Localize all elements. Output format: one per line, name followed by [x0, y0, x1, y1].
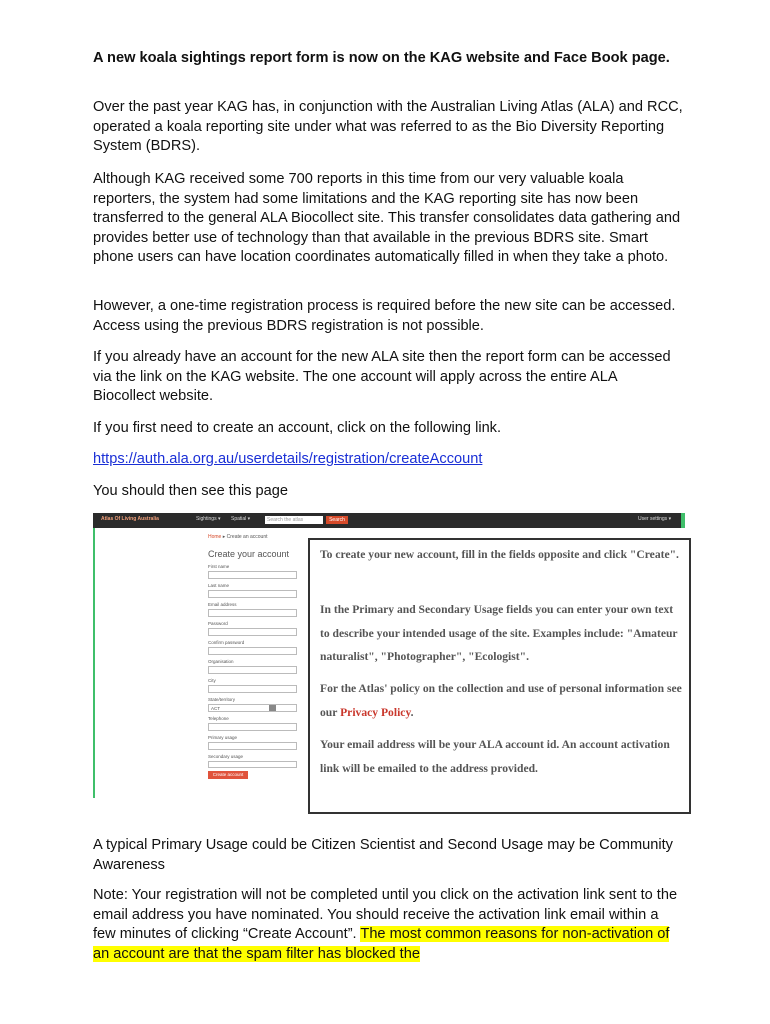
- callout-privacy-text: For the Atlas' policy on the collection and use of personal information see our: [320, 682, 682, 719]
- label-first-name: First name: [208, 564, 230, 569]
- paragraph-existing-account: If you already have an account for the new ALA site then the report form can be accessed via the link on the KAG website. The one account will apply across the entire ALA Biocollect website.: [93, 349, 671, 405]
- paragraph-transfer: Although KAG received some 700 reports in this time from our very valuable koala reporters, the system had some limitations and the KAG reporting site has now been transferred to the general ALA Biocollect site. This transfer consolidates data gathering and provides better use of technology than that available in the previous BDRS site. Smart phone users can have location coordinates automatically filled in when they take a photo.: [93, 171, 681, 266]
- ala-logo: Atlas Of Living Australia: [101, 516, 159, 522]
- user-menu: User settings ▾: [638, 516, 672, 522]
- paragraph-intro: Over the past year KAG has, in conjunction with the Australian Living Atlas (ALA) and RCC, operated a koala reporting site under what was referred to as the Bio Diversity Reporting System (BDRS).: [93, 99, 683, 155]
- callout-privacy-end: .: [410, 705, 414, 719]
- paragraph-note: [93, 886, 683, 964]
- label-primary-usage: Primary usage: [208, 735, 238, 740]
- primary-usage-field: [208, 742, 297, 750]
- callout-usage: In the Primary and Secondary Usage fields you can enter your own text to describe your intended usage of the site. Examples include: "Amateur naturalist", "Photographer", "Ecologist".: [320, 603, 678, 663]
- note-highlight: The most common reasons for non-activation of an account are that the spam filter has blocked the: [93, 926, 670, 962]
- breadcrumb-home: Home: [208, 534, 222, 540]
- create-account-button: Create account: [208, 771, 248, 779]
- paragraph-registration: However, a one-time registration process is required before the new site can be accessed. Access using the previous BDRS registration is not possible.: [93, 298, 676, 334]
- instructions-callout: [308, 538, 691, 814]
- state-value: ACT: [211, 706, 220, 711]
- page-heading: A new koala sightings report form is now on the KAG website and Face Book page.: [93, 50, 670, 66]
- label-telephone: Telephone: [208, 716, 229, 721]
- first-name-field: [208, 571, 297, 579]
- city-field: [208, 685, 297, 693]
- label-city: City: [208, 678, 216, 683]
- callout-privacy: [320, 677, 685, 724]
- confirm-password-field: [208, 647, 297, 655]
- breadcrumb: Home ▸ Create an account: [208, 534, 268, 540]
- green-border: [93, 528, 95, 798]
- search-button: Search: [326, 516, 348, 524]
- callout-create: To create your new account, fill in the fields opposite and click "Create".: [320, 548, 679, 561]
- nav-item-spatial: Spatial ▾: [231, 516, 251, 522]
- telephone-field: [208, 723, 297, 731]
- label-confirm-password: Confirm password: [208, 640, 245, 645]
- password-field: [208, 628, 297, 636]
- form-title: Create your account: [208, 549, 290, 559]
- ala-navbar: [93, 513, 685, 528]
- label-email: Email address: [208, 602, 237, 607]
- label-last-name: Last name: [208, 583, 230, 588]
- nav-item-sightings: Sightings ▾: [196, 516, 221, 522]
- label-password: Password: [208, 621, 228, 626]
- label-state: State/territory: [208, 697, 236, 702]
- state-select: [208, 704, 297, 712]
- select-arrow-icon: [269, 705, 276, 711]
- paragraph-typical-usage: A typical Primary Usage could be Citizen Scientist and Second Usage may be Community Awareness: [93, 837, 673, 873]
- label-organisation: Organisation: [208, 659, 234, 664]
- privacy-policy-link[interactable]: Privacy Policy: [340, 705, 411, 719]
- paragraph-create-account: If you first need to create an account, click on the following link.: [93, 420, 502, 436]
- search-input: Search the atlas: [265, 516, 323, 524]
- organisation-field: [208, 666, 297, 674]
- breadcrumb-current: Create an account: [226, 534, 268, 540]
- label-secondary-usage: Secondary usage: [208, 754, 244, 759]
- note-text: Note: Your registration will not be completed until you click on the activation link sent to the email address you have nominated. You should receive the activation link email within a few minutes of clicking “Create Account”.: [93, 887, 678, 943]
- callout-email: Your email address will be your ALA account id. An account activation link will be emailed to the address provided.: [320, 738, 670, 775]
- create-account-link[interactable]: https://auth.ala.org.au/userdetails/registration/createAccount: [93, 451, 483, 467]
- paragraph-see-page: You should then see this page: [93, 483, 289, 499]
- email-field: [208, 609, 297, 617]
- last-name-field: [208, 590, 297, 598]
- secondary-usage-field: [208, 761, 297, 768]
